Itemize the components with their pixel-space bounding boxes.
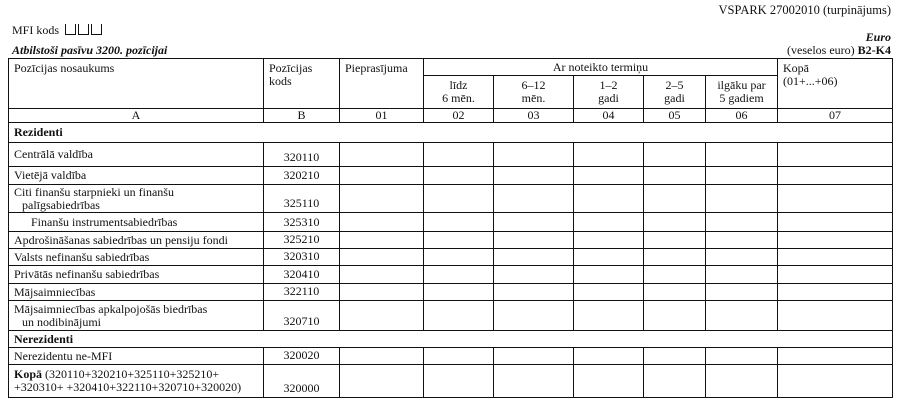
- value-cell: [424, 266, 494, 284]
- value-cell: [340, 301, 424, 331]
- value-cell: [644, 301, 706, 331]
- value-cell: [574, 143, 644, 167]
- row-name: [9, 266, 264, 284]
- value-cell: [494, 167, 574, 185]
- table-row: [9, 266, 893, 284]
- header-term-line: 2–5: [665, 78, 684, 92]
- table-row: [9, 185, 893, 213]
- value-cell: [494, 348, 574, 365]
- table-code: B2-K4: [857, 43, 891, 57]
- value-cell: [424, 301, 494, 331]
- total-code: 320000: [264, 365, 340, 398]
- value-cell: [706, 284, 778, 301]
- mfi-code-box: [65, 24, 76, 35]
- table-row: [9, 232, 893, 249]
- row-name: [9, 232, 264, 249]
- value-cell: [424, 284, 494, 301]
- row-name: [9, 213, 264, 232]
- row-name-line: Privātās nefinanšu sabiedrības: [14, 267, 160, 281]
- value-cell: [778, 348, 893, 365]
- value-cell: [574, 365, 644, 398]
- section-row: [9, 123, 893, 143]
- value-cell: [340, 185, 424, 213]
- value-cell: [340, 167, 424, 185]
- value-cell: [494, 213, 574, 232]
- header-term-line: 1–2: [599, 78, 618, 92]
- value-cell: [644, 185, 706, 213]
- header-demand: Pieprasījuma: [340, 59, 424, 109]
- value-cell: [778, 266, 893, 284]
- row-name: [9, 143, 264, 167]
- value-cell: [340, 249, 424, 266]
- value-cell: [424, 213, 494, 232]
- value-cell: [644, 167, 706, 185]
- table-row: [9, 348, 893, 365]
- value-cell: [340, 284, 424, 301]
- column-letter: 07: [778, 109, 893, 123]
- value-cell: [574, 249, 644, 266]
- row-code: 320710: [264, 301, 340, 331]
- value-cell: [706, 266, 778, 284]
- value-cell: [778, 167, 893, 185]
- value-cell: [778, 232, 893, 249]
- value-cell: [706, 232, 778, 249]
- column-letter: A: [9, 109, 264, 123]
- value-cell: [574, 266, 644, 284]
- value-cell: [424, 232, 494, 249]
- row-code: 322110: [264, 284, 340, 301]
- value-cell: [778, 213, 893, 232]
- value-cell: [340, 266, 424, 284]
- row-name: [9, 301, 264, 331]
- total-label: Kopā: [14, 367, 43, 381]
- value-cell: [644, 213, 706, 232]
- row-name-line: Vietējā valdība: [14, 168, 87, 182]
- row-name: [9, 348, 264, 365]
- value-cell: [778, 301, 893, 331]
- header-total-line: Kopā: [783, 61, 810, 75]
- row-name: [9, 249, 264, 266]
- header-term-line: mēn.: [521, 91, 546, 105]
- row-name-line: Mājsaimniecības apkalpojošās biedrības: [14, 301, 208, 316]
- row-name-line: Valsts nefinanšu sabiedrības: [14, 249, 150, 264]
- value-cell: [706, 185, 778, 213]
- row-code: 320110: [264, 143, 340, 167]
- value-cell: [494, 232, 574, 249]
- value-cell: [706, 348, 778, 365]
- header-term-05: [644, 76, 706, 109]
- header-term-line: 5 gadiem: [719, 91, 764, 105]
- value-cell: [644, 348, 706, 365]
- table-row: [9, 284, 893, 301]
- column-letter: 05: [644, 109, 706, 123]
- total-formula: (320110+320210+325110+325210+: [45, 367, 220, 381]
- row-code: 320210: [264, 167, 340, 185]
- value-cell: [424, 365, 494, 398]
- value-cell: [706, 301, 778, 331]
- value-cell: [340, 365, 424, 398]
- column-letter: 02: [424, 109, 494, 123]
- value-cell: [424, 348, 494, 365]
- value-cell: [574, 348, 644, 365]
- row-name-line: Nerezidentu ne-MFI: [14, 348, 113, 363]
- value-cell: [494, 284, 574, 301]
- form-identifier: VSPARK 27002010 (turpinājums): [718, 3, 891, 17]
- header-term-group: Ar noteikto termiņu: [424, 59, 778, 76]
- value-cell: [778, 185, 893, 213]
- header-term-line: gadi: [598, 91, 619, 105]
- value-cell: [424, 167, 494, 185]
- total-formula: +320310+ +320410+322110+320710+320020): [14, 380, 242, 394]
- row-name: [9, 185, 264, 213]
- header-term-line: 6–12: [521, 78, 546, 92]
- section-row: [9, 331, 893, 348]
- mfi-code-label: MFI kods: [12, 23, 60, 37]
- row-name-line: un nodibinājumi: [22, 314, 101, 329]
- unit-line: [787, 43, 891, 57]
- value-cell: [494, 301, 574, 331]
- section-title-residents: Rezidenti: [9, 123, 893, 143]
- header-code-line: Pozīcijas: [269, 61, 313, 75]
- value-cell: [494, 249, 574, 266]
- total-name: [9, 365, 264, 398]
- table-row: [9, 167, 893, 185]
- row-name: [9, 284, 264, 301]
- header-term-line: 6 mēn.: [442, 91, 475, 105]
- header-term-03: [494, 76, 574, 109]
- value-cell: [340, 232, 424, 249]
- section-title-nonresidents: Nerezidenti: [9, 331, 893, 348]
- column-letter: B: [264, 109, 340, 123]
- unit-note: (veselos euro): [787, 43, 855, 57]
- value-cell: [706, 249, 778, 266]
- value-cell: [424, 143, 494, 167]
- row-code: 320020: [264, 348, 340, 365]
- column-letter: 01: [340, 109, 424, 123]
- row-name-line: Centrālā valdība: [14, 147, 93, 161]
- header-term-line: gadi: [664, 91, 685, 105]
- value-cell: [574, 301, 644, 331]
- value-cell: [574, 185, 644, 213]
- mfi-code-box: [78, 24, 89, 35]
- row-name-line: Finanšu instrumentsabiedrības: [31, 214, 178, 229]
- value-cell: [778, 365, 893, 398]
- table-row: [9, 301, 893, 331]
- value-cell: [574, 232, 644, 249]
- positions-table: [8, 58, 893, 398]
- value-cell: [778, 249, 893, 266]
- row-name-line: palīgsabiedrības: [22, 197, 100, 212]
- value-cell: [706, 213, 778, 232]
- header-code: [264, 59, 340, 109]
- value-cell: [644, 266, 706, 284]
- value-cell: [424, 249, 494, 266]
- header-term-04: [574, 76, 644, 109]
- value-cell: [424, 185, 494, 213]
- row-code: 320310: [264, 249, 340, 266]
- header-row: [9, 59, 893, 76]
- row-name-line: Mājsaimniecības: [14, 284, 96, 299]
- mfi-code-box: [91, 24, 102, 35]
- value-cell: [706, 365, 778, 398]
- total-row: [9, 365, 893, 398]
- row-code: 325210: [264, 232, 340, 249]
- row-code: 325110: [264, 185, 340, 213]
- value-cell: [574, 284, 644, 301]
- value-cell: [494, 365, 574, 398]
- currency-label: Euro: [865, 30, 891, 44]
- column-letters-row: [9, 109, 893, 123]
- value-cell: [494, 185, 574, 213]
- value-cell: [644, 365, 706, 398]
- header-term-02: [424, 76, 494, 109]
- row-name: [9, 167, 264, 185]
- value-cell: [340, 143, 424, 167]
- header-term-06: [706, 76, 778, 109]
- row-name-line: Apdrošināšanas sabiedrības un pensiju fondi: [14, 232, 228, 247]
- header-total-line: (01+...+06): [783, 74, 838, 88]
- row-code: 325310: [264, 213, 340, 232]
- column-letter: 03: [494, 109, 574, 123]
- column-letter: 06: [706, 109, 778, 123]
- table-row: [9, 249, 893, 266]
- header-total: [778, 59, 893, 109]
- value-cell: [644, 249, 706, 266]
- value-cell: [574, 167, 644, 185]
- value-cell: [494, 266, 574, 284]
- header-term-line: ilgāku par: [717, 78, 766, 92]
- value-cell: [340, 213, 424, 232]
- header-term-line: līdz: [449, 78, 468, 92]
- value-cell: [574, 213, 644, 232]
- mfi-code: [12, 23, 102, 38]
- value-cell: [778, 284, 893, 301]
- column-letter: 04: [574, 109, 644, 123]
- header-code-line: kods: [269, 74, 292, 88]
- value-cell: [778, 143, 893, 167]
- value-cell: [644, 232, 706, 249]
- value-cell: [644, 284, 706, 301]
- table-row: [9, 143, 893, 167]
- table-row: [9, 213, 893, 232]
- value-cell: [706, 167, 778, 185]
- header-name: Pozīcijas nosaukums: [9, 59, 264, 109]
- value-cell: [494, 143, 574, 167]
- value-cell: [644, 143, 706, 167]
- row-name-line: Citi finanšu starpnieki un finanšu: [14, 184, 174, 199]
- value-cell: [340, 348, 424, 365]
- value-cell: [706, 143, 778, 167]
- section-title: Atbilstoši pasīvu 3200. pozīcijai: [12, 43, 168, 57]
- row-code: 320410: [264, 266, 340, 284]
- mfi-code-boxes: [66, 24, 102, 38]
